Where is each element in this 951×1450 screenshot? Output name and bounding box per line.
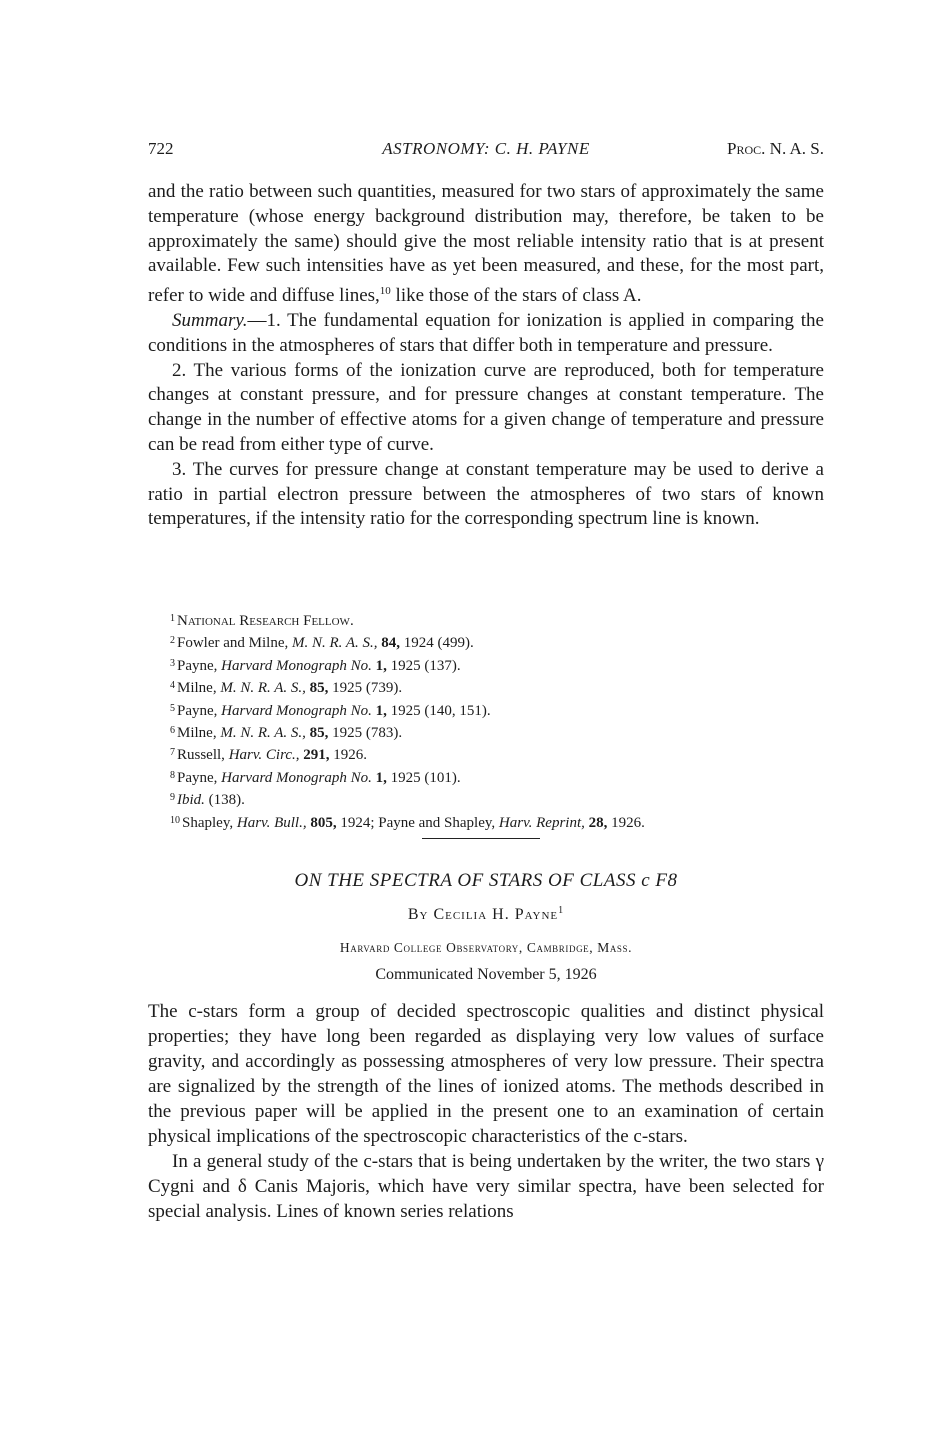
- footnote-8: $^8$ Payne, Harvard Monograph No. 1, 1925 (101).: [170, 769, 461, 786]
- footnote-4: $^4$ Milne, M. N. R. A. S., 85, 1925 (739).: [170, 680, 403, 697]
- summary-item-1: Summary.—1. The fundamental equation for ionization is applied in comparing the conditions in the atmospheres of stars that differ both in temperature and pressure.: [148, 309, 824, 356]
- footnote-6: $^6$ Milne, M. N. R. A. S., 85, 1925 (783).: [170, 725, 403, 742]
- previous-article-body: [148, 180, 824, 532]
- footnote-10: $^{10}$ Shapley, Harv. Bull., 805, 1924; Payne and Shapley, Harv. Reprint, 28, 1926.: [170, 814, 645, 831]
- paragraph: and the ratio between such quantities, measured for two stars of approximately the same temperature (whose energy background distribution may, therefore, be taken to be approximately the same) should give the most reliable intensity ratio that is at present available. Few such intensities have as yet been measured, and these, for the most part, refer to wide and diffuse lines,$^{10}$ like those of the stars of class A.: [148, 181, 824, 307]
- communicated-date: Communicated November 5, 1926: [375, 966, 597, 983]
- running-header: [148, 139, 824, 163]
- footnotes: [148, 609, 824, 833]
- section-divider: [422, 838, 540, 839]
- summary-item-2: 2. The various forms of the ionization curve are reproduced, both for temperature changes at constant pressure, and for pressure changes at constant temperature. The change in the number of effective atoms for a given change of temperature and pressure can be read from either type of curve.: [148, 359, 824, 455]
- paragraph: In a general study of the c-stars that is being undertaken by the writer, the two stars γ Cygni and δ Canis Majoris, which have very similar spectra, have been selected for special analysis. Lines of known series relations: [148, 1151, 824, 1222]
- author-affiliation: Harvard College Observatory, Cambridge, Mass.: [339, 940, 633, 955]
- footnote-1: $^1$ National Research Fellow.: [170, 613, 354, 629]
- summary-label: Summary.: [172, 309, 248, 331]
- article-body: [148, 999, 824, 1224]
- footnote-2: $^2$ Fowler and Milne, M. N. R. A. S., 84, 1924 (499).: [170, 635, 474, 652]
- footnote-ref: 10: [379, 285, 391, 298]
- summary-item-3: 3. The curves for pressure change at constant temperature may be used to derive a ratio in partial electron pressure between the atmospheres of two stars of known temperatures, if the intensity ratio for the corresponding spectrum line is known.: [148, 458, 824, 530]
- paragraph: The c-stars form a group of decided spectroscopic qualities and distinct physical properties; they have long been regarded as displaying very low values of surface gravity, and accordingly as possessing atmospheres of very low pressure. Their spectra are signalized by the strength of the lines of ionized atoms. The methods described in the previous paper will be applied in the present one to an examination of certain physical implications of the spectroscopic characteristics of the c-stars.: [148, 1001, 824, 1147]
- footnote-ref: 1: [558, 905, 565, 916]
- journal-name: Proc. N. A. S.: [727, 139, 824, 158]
- author-byline: By Cecilia H. Payne$^1$: [407, 905, 565, 923]
- page-number: 722: [148, 139, 174, 158]
- footnote-9: $^9$ Ibid. (138).: [170, 792, 245, 809]
- article-title: ON THE SPECTRA OF STARS OF CLASS c F8: [294, 870, 678, 891]
- footnote-5: $^5$ Payne, Harvard Monograph No. 1, 1925 (140, 151).: [170, 702, 491, 719]
- running-title: ASTRONOMY: C. H. PAYNE: [382, 139, 590, 158]
- footnote-3: $^3$ Payne, Harvard Monograph No. 1, 1925 (137).: [170, 657, 461, 674]
- footnote-7: $^7$ Russell, Harv. Circ., 291, 1926.: [170, 747, 368, 764]
